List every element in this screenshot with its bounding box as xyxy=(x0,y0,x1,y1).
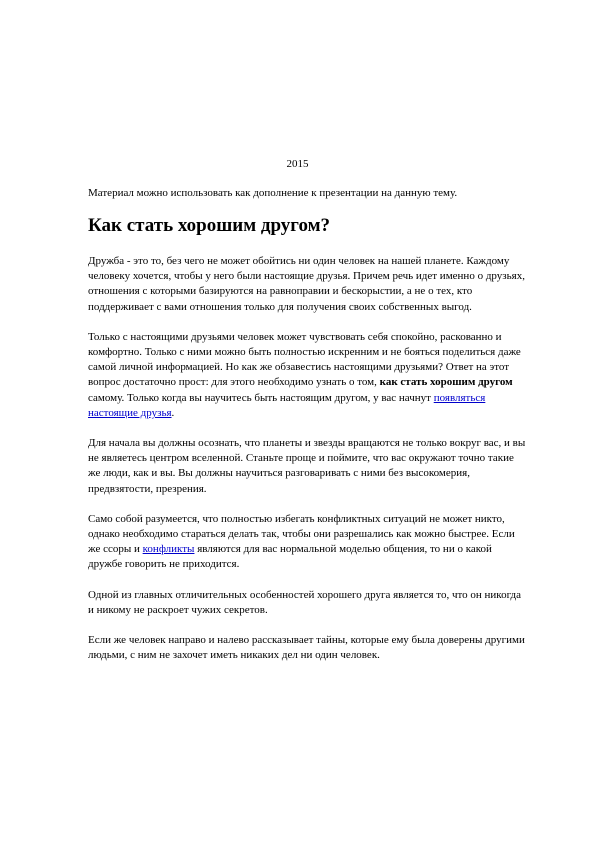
paragraph-4 xyxy=(88,512,526,573)
paragraph-2-text-after: . xyxy=(171,406,175,419)
paragraph-2 xyxy=(88,330,526,421)
paragraph-6: Если же человек направо и налево рассказывает тайны, которые ему была доверены другими людьми, с ним не захочет иметь никаких дел ни один человек. xyxy=(88,634,525,662)
paragraph-2-bold-phrase: как стать хорошим другом xyxy=(379,376,513,389)
page-title: Как стать хорошим другом? xyxy=(88,215,331,236)
conflicts-link[interactable]: конфликты xyxy=(142,543,195,556)
intro-note: Материал можно использовать как дополнение к презентации на данную тему. xyxy=(88,187,458,199)
paragraph-2-text-middle: самому. Только когда вы научитесь быть настоящим другом, у вас начнут xyxy=(88,391,434,404)
article-body xyxy=(88,254,526,678)
paragraph-4-text-after: являются для вас нормальной моделью общения, то ни о какой дружбе говорить не приходится. xyxy=(88,543,492,571)
friends-link[interactable]: появляться настоящие друзья xyxy=(88,391,486,419)
paragraph-2-text-before: Только с настоящими друзьями человек может чувствовать себя спокойно, раскованно и комфортно. Только с ними можно быть полностью искренним и не бояться поделиться даже самой личной информацией. Но как же обзавестись настоящими друзьями? Ответ на этот вопрос достаточно прост: для этого необходимо узнать о том, xyxy=(88,330,521,389)
document-year: 2015 xyxy=(286,158,309,170)
paragraph-4-text-before: Само собой разумеется, что полностью избегать конфликтных ситуаций не может никто, однако необходимо стараться делать так, чтобы они разрешались как можно быстрее. Если же ссоры и xyxy=(88,512,515,556)
paragraph-1: Дружба - это то, без чего не может обойтись ни один человек на нашей планете. Каждому человеку хочется, чтобы у него были настоящие друзья. Причем речь идет именно о друзьях, отношения с которыми базируются на равноправии и бескорыстии, а не о тех, кто поддерживает с вами отношения только для получения своих собственных выгод. xyxy=(88,255,525,313)
paragraph-3: Для начала вы должны осознать, что планеты и звезды вращаются не только вокруг вас, и вы не являетесь центром вселенной. Станьте проще и поймите, что вас окружают точно такие же люди, как и вы. Вы должны научиться разговаривать с ними без высокомерия, предвзятости, презрения. xyxy=(88,437,526,495)
paragraph-5: Одной из главных отличительных особенностей хорошего друга является то, что он никогда и никому не раскроет чужих секретов. xyxy=(88,588,522,616)
